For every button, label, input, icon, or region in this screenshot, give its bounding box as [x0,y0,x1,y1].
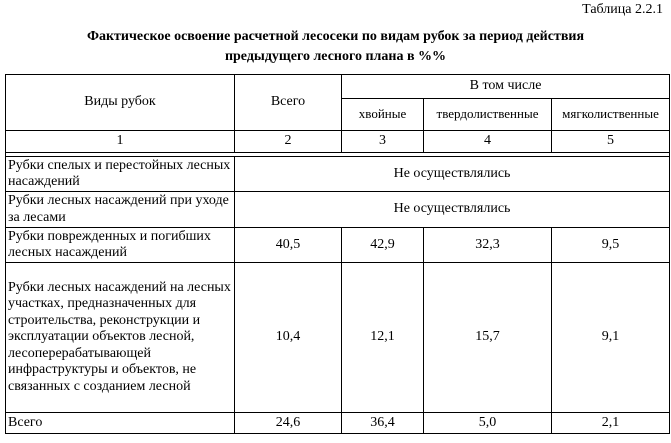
row-name: Всего [6,413,235,434]
row-name: Рубки спелых и перестойных лесных насаждений [6,157,235,192]
row-name: Рубки поврежденных и погибших лесных насаждений [6,228,235,263]
cell-value: 9,1 [552,263,670,413]
table-caption [0,27,671,67]
column-number: 2 [235,131,342,153]
cell-value: 36,4 [342,413,424,434]
table-row [6,157,670,192]
cell-value: 24,6 [235,413,342,434]
header-including: В том числе [342,75,670,99]
cell-value: 40,5 [235,228,342,263]
header-conifer: хвойные [342,99,424,131]
merged-value: Не осуществлялись [235,192,670,228]
total-row [6,413,670,434]
cell-value: 42,9 [342,228,424,263]
table-row [6,263,670,413]
header-hardwood: твердолиственные [424,99,552,131]
column-number: 4 [424,131,552,153]
column-number: 5 [552,131,670,153]
cell-value: 12,1 [342,263,424,413]
caption-line-2: предыдущего лесного плана в %% [224,49,447,64]
cell-value: 32,3 [424,228,552,263]
row-name: Рубки лесных насаждений на лесных участках, предназначенных для строительства, реконструкции и эксплуатации объектов лесной, лесоперерабатывающей инфраструктуры и объектов, не связанных с созданием лесной [6,263,235,413]
column-number: 3 [342,131,424,153]
header-row-1 [6,75,670,99]
column-number: 1 [6,131,235,153]
column-number-row [6,131,670,153]
cell-value: 9,5 [552,228,670,263]
table-row [6,192,670,228]
row-name: Рубки лесных насаждений при уходе за лесами [6,192,235,228]
header-cutting-type: Виды рубок [6,75,235,131]
table-row [6,228,670,263]
cell-value: 5,0 [424,413,552,434]
merged-value: Не осуществлялись [235,157,670,192]
header-total: Всего [235,75,342,131]
caption-line-1: Фактическое освоение расчетной лесосеки по видам рубок за период действия [86,29,585,44]
table-number-label: Таблица 2.2.1 [582,2,663,17]
header-softwood: мягколиственные [552,99,670,131]
cell-value: 2,1 [552,413,670,434]
cell-value: 15,7 [424,263,552,413]
harvest-table [5,74,670,434]
cell-value: 10,4 [235,263,342,413]
